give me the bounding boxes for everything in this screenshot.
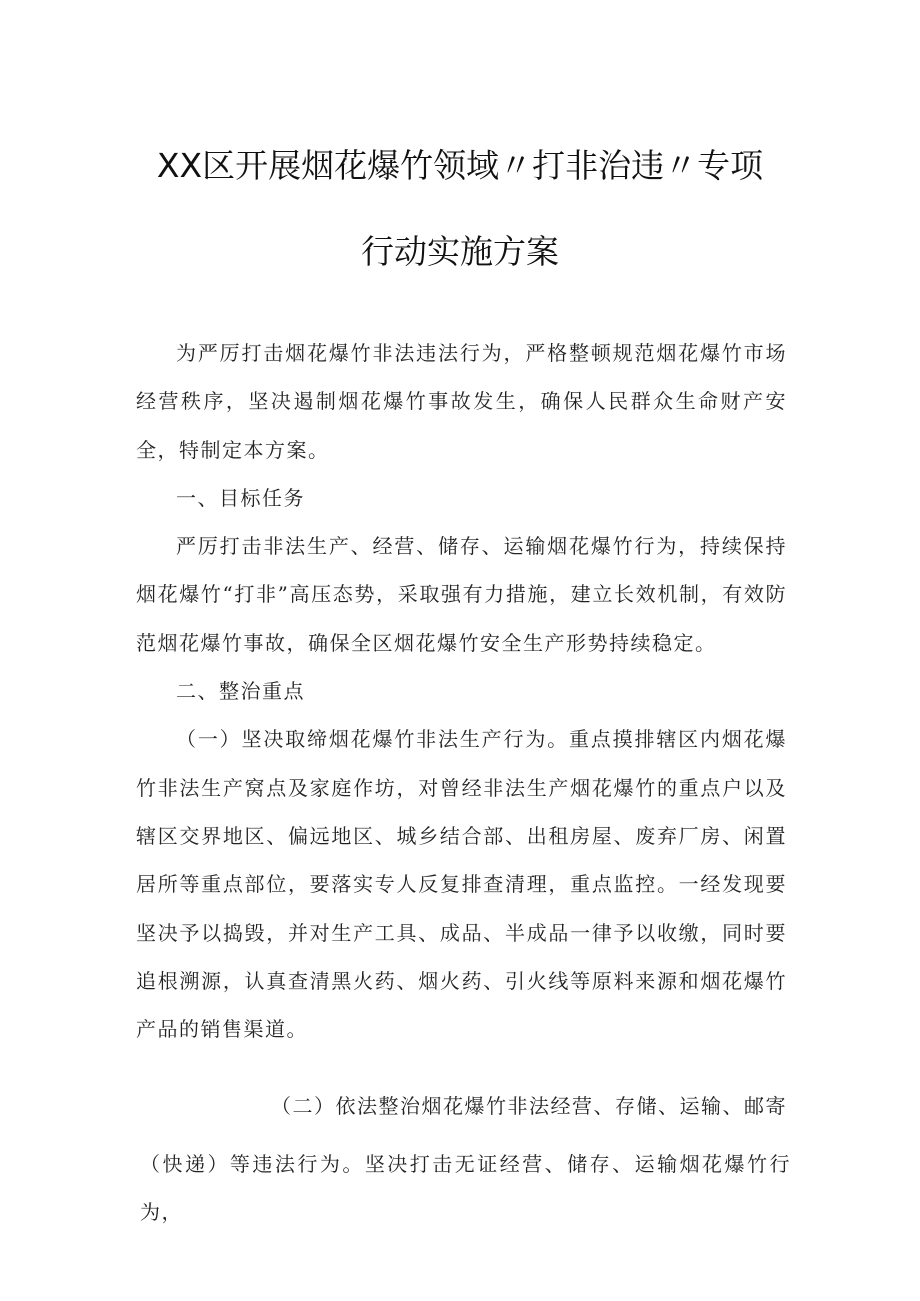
document-body-continued [136, 1082, 787, 1130]
document-title-line-2: 行动实施方案 [361, 232, 559, 271]
focus-item-1-paragraph: （一）坚决取缔烟花爆竹非法生产行为。重点摸排辖区内烟花爆竹非法生产窝点及家庭作坊，对曾经非法生产烟花爆竹的重点户以及辖区交界地区、偏远地区、城乡结合部、出租房屋、废弃厂房、闲置居所等重点部位，要落实专人反复排查清理，重点监控。一经发现要坚决予以捣毁，并对生产工具、成品、半成品一律予以收缴，同时要追根溯源，认真查清黑火药、烟火药、引火线等原料来源和烟花爆竹产品的销售渠道。 [136, 727, 787, 1042]
document-body [136, 329, 787, 1053]
section-heading-focus: 二、整治重点 [176, 679, 305, 704]
intro-paragraph: 为严厉打击烟花爆竹非法违法行为，严格整顿规范烟花爆竹市场经营秩序，坚决遏制烟花爆竹事故发生，确保人民群众生命财产安全，特制定本方案。 [136, 341, 787, 462]
goals-paragraph: 严厉打击非法生产、经营、储存、运输烟花爆竹行为，持续保持烟花爆竹“打非”高压态势，采取强有力措施，建立长效机制，有效防范烟花爆竹事故，确保全区烟花爆竹安全生产形势持续稳定。 [136, 534, 787, 655]
document-body-tail [140, 1140, 791, 1237]
focus-item-2-paragraph: （快递）等违法行为。坚决打击无证经营、储存、运输烟花爆竹行为， [140, 1152, 791, 1225]
document-title-line-1: XX区开展烟花爆竹领域〃打非治违〃专项 [156, 146, 764, 185]
focus-item-2-heading: （二）依法整治烟花爆竹非法经营、存储、运输、邮寄 [271, 1094, 787, 1118]
section-heading-goals: 一、目标任务 [176, 485, 305, 510]
